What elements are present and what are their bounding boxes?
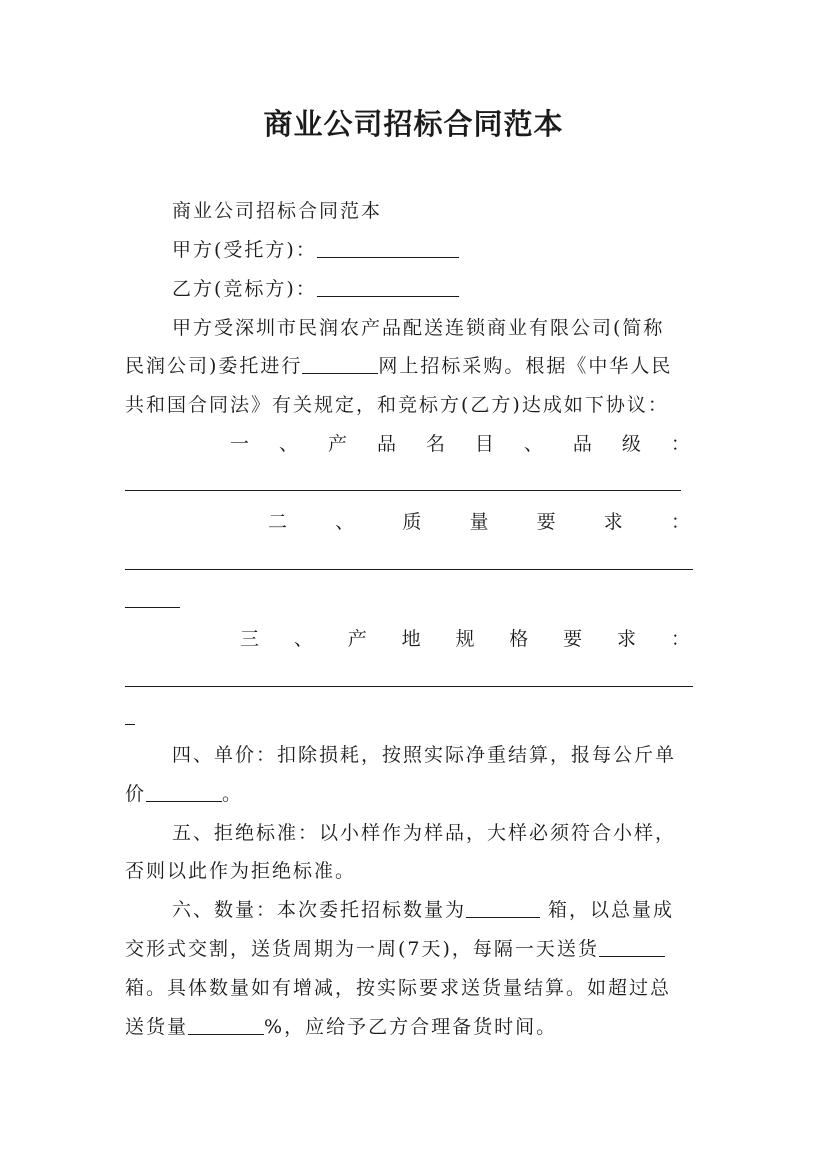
section-6-line-2 <box>125 937 700 961</box>
section-1-heading <box>230 432 690 456</box>
document-title: 商业公司招标合同范本 <box>263 107 564 141</box>
s1-c0: 一 <box>230 433 250 455</box>
section-2-blank-line-2 <box>125 607 180 608</box>
s3-c8: ： <box>670 628 690 650</box>
party-b-line <box>172 277 700 301</box>
party-a-line <box>172 238 700 262</box>
s3-c3: 地 <box>401 628 421 650</box>
section-6-line-1 <box>172 898 700 922</box>
section-1-blank <box>125 490 681 491</box>
section-5-line-1: 五、拒绝标准：以小样作为样品，大样必须符合小样， <box>172 822 677 844</box>
s6-4-part-b: %，应给予乙方合理备货时间。 <box>264 1016 558 1038</box>
section-2-blank-line-1 <box>125 569 693 570</box>
section-3-blank-line-2 <box>125 724 135 725</box>
intro-line-3: 共和国合同法》有关规定，和竞标方(乙方)达成如下协议： <box>125 394 669 416</box>
s6-2-part-a: 交形式交割，送货周期为一周(7天)，每隔一天送货 <box>125 938 599 960</box>
s1-c9: ： <box>670 433 690 455</box>
s1-c2: 产 <box>327 433 347 455</box>
section-5-line-2: 否则以此作为拒绝标准。 <box>125 860 357 882</box>
s2-c5: 求 <box>603 511 623 533</box>
s1-c8: 级 <box>621 433 641 455</box>
intro-2-part-b: 网上招标采购。根据《中华人民 <box>378 355 673 377</box>
delivery-blank <box>599 937 665 957</box>
party-a-blank <box>317 238 459 258</box>
s1-c4: 名 <box>425 433 445 455</box>
section-3-heading <box>240 627 690 651</box>
s2-c2: 质 <box>402 511 422 533</box>
s1-c1: 、 <box>278 433 298 455</box>
s6-1-part-a: 六、数量：本次委托招标数量为 <box>172 899 467 921</box>
s1-c3: 品 <box>376 433 396 455</box>
s6-1-part-b: 箱，以总量成 <box>540 899 675 921</box>
section-3-blank-line-1 <box>125 686 693 687</box>
s2-c6: ： <box>670 511 690 533</box>
s6-4-part-a: 送货量 <box>125 1016 189 1038</box>
s3-c5: 格 <box>509 628 529 650</box>
s3-c7: 求 <box>617 628 637 650</box>
s3-c4: 规 <box>455 628 475 650</box>
s2-c4: 要 <box>536 511 556 533</box>
s4-part-b: 。 <box>222 783 244 805</box>
unit-price-blank <box>146 782 222 802</box>
s3-c1: 、 <box>293 628 313 650</box>
intro-line-1: 甲方受深圳市民润农产品配送连锁商业有限公司(简称 <box>172 317 665 339</box>
s4-part-a: 价 <box>125 783 147 805</box>
project-blank <box>302 354 378 374</box>
s3-c0: 三 <box>240 628 260 650</box>
percentage-blank <box>188 1015 264 1035</box>
party-b-label: 乙方(竞标方)： <box>172 278 317 300</box>
intro-2-part-a: 民润公司)委托进行 <box>125 355 303 377</box>
s2-c3: 量 <box>469 511 489 533</box>
s1-c5: 目 <box>474 433 494 455</box>
s3-c6: 要 <box>563 628 583 650</box>
section-4-line-2 <box>125 782 700 806</box>
quantity-blank <box>466 898 540 918</box>
s2-c0: 二 <box>268 511 288 533</box>
document-subtitle: 商业公司招标合同范本 <box>172 200 383 222</box>
party-a-label: 甲方(受托方)： <box>172 239 317 261</box>
s3-c2: 产 <box>347 628 367 650</box>
party-b-blank <box>317 277 459 297</box>
s1-c6: 、 <box>523 433 543 455</box>
section-6-line-4 <box>125 1015 700 1039</box>
s1-c7: 品 <box>572 433 592 455</box>
section-4-line-1: 四、单价：扣除损耗，按照实际净重结算，报每公斤单 <box>172 744 677 766</box>
s2-c1: 、 <box>335 511 355 533</box>
section-6-line-3: 箱。具体数量如有增减，按实际要求送货量结算。如超过总 <box>125 977 672 999</box>
section-2-heading <box>268 510 690 534</box>
intro-line-2 <box>125 354 700 378</box>
